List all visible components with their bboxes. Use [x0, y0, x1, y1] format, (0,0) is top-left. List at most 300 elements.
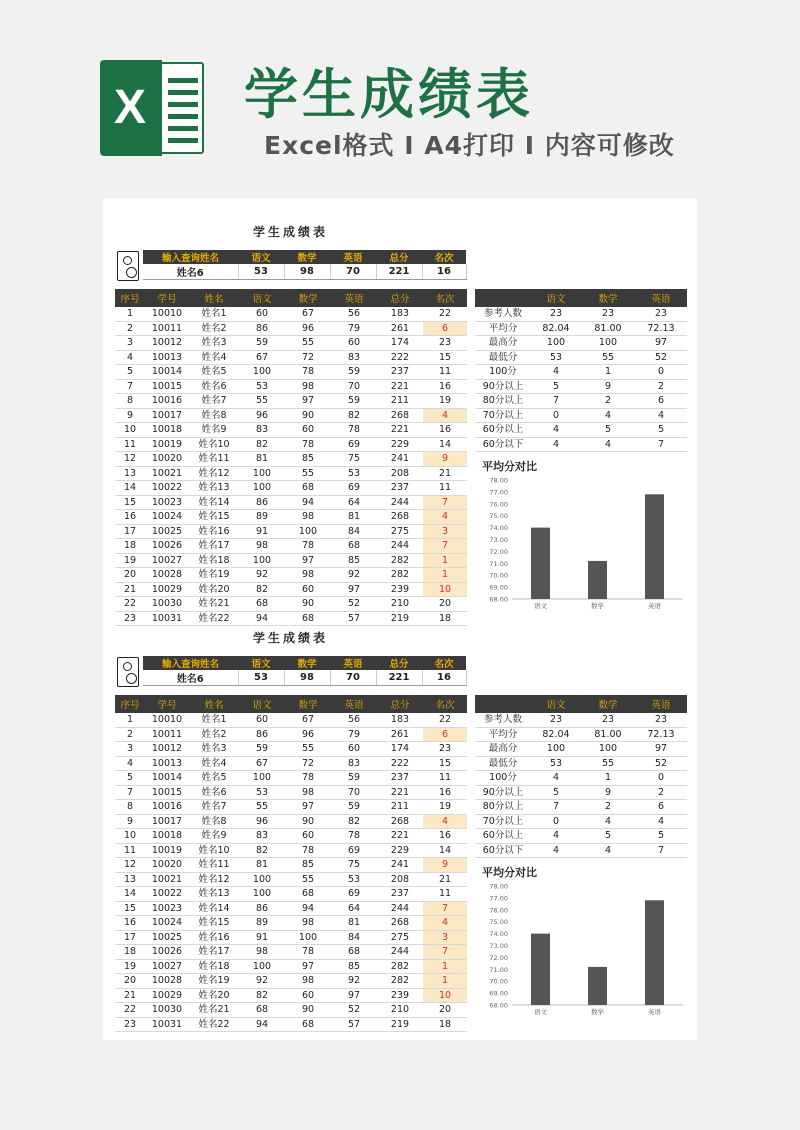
table-cell: 10014: [145, 365, 189, 380]
table-cell: 67: [239, 350, 285, 365]
table-cell: 6: [423, 727, 467, 742]
stats-row: [475, 423, 687, 438]
stats-cell: 60分以上: [475, 829, 531, 844]
stats-cell: 81.00: [581, 321, 635, 336]
stats-cell: 52: [635, 350, 687, 365]
table-cell: 72: [285, 350, 331, 365]
table-cell: 85: [285, 452, 331, 467]
stats-table: [475, 289, 687, 452]
table-cell: 268: [377, 510, 423, 525]
lookup-header: 英语: [330, 250, 376, 264]
stats-cell: 82.04: [531, 727, 581, 742]
stats-cell: 80分以上: [475, 394, 531, 409]
lookup-header: 名次: [422, 250, 466, 264]
table-cell: 83: [239, 829, 285, 844]
lookup-value: 70: [330, 670, 376, 686]
table-cell: 60: [239, 307, 285, 321]
table-cell: 10023: [145, 495, 189, 510]
table-cell: 10029: [145, 582, 189, 597]
table-cell: 姓名17: [189, 945, 239, 960]
table-cell: 2: [115, 727, 145, 742]
stats-header: 数学: [581, 695, 635, 713]
table-row: [115, 321, 467, 336]
x-tick-label: 语文: [534, 1008, 547, 1016]
table-cell: 98: [239, 539, 285, 554]
poster-subtitle: Excel格式 I A4打印 I 内容可修改: [264, 131, 675, 160]
table-cell: 姓名11: [189, 452, 239, 467]
table-cell: 10: [115, 829, 145, 844]
table-row: [115, 423, 467, 438]
table-row: [115, 452, 467, 467]
table-row: [115, 887, 467, 902]
table-cell: 姓名20: [189, 582, 239, 597]
table-cell: 姓名15: [189, 916, 239, 931]
table-cell: 1: [423, 959, 467, 974]
lookup-header: 英语: [330, 656, 376, 670]
stats-cell: 2: [581, 394, 635, 409]
table-cell: 98: [285, 568, 331, 583]
table-cell: 69: [331, 481, 377, 496]
table-cell: 97: [285, 959, 331, 974]
table-cell: 10030: [145, 597, 189, 612]
stats-cell: 4: [531, 365, 581, 380]
table-cell: 60: [285, 988, 331, 1003]
table-cell: 85: [331, 553, 377, 568]
table-cell: 9: [423, 858, 467, 873]
excel-logo-icon: X: [100, 60, 204, 156]
table-cell: 5: [115, 771, 145, 786]
table-cell: 10013: [145, 350, 189, 365]
poster-header: [0, 0, 800, 190]
stats-row: [475, 713, 687, 727]
table-cell: 姓名6: [189, 379, 239, 394]
table-cell: 100: [239, 466, 285, 481]
stats-row: [475, 843, 687, 858]
table-cell: 9: [115, 408, 145, 423]
table-cell: 52: [331, 597, 377, 612]
table-cell: 59: [239, 336, 285, 351]
stats-cell: 100分: [475, 365, 531, 380]
table-cell: 60: [331, 742, 377, 757]
table-cell: 229: [377, 843, 423, 858]
table-row: [115, 307, 467, 321]
stats-cell: 0: [635, 771, 687, 786]
table-cell: 10020: [145, 452, 189, 467]
table-cell: 7: [423, 945, 467, 960]
stats-row: [475, 365, 687, 380]
stats-row: [475, 379, 687, 394]
sheet-title: 学生成绩表: [253, 631, 329, 645]
table-cell: 姓名15: [189, 510, 239, 525]
stats-cell: 81.00: [581, 727, 635, 742]
stats-cell: 70分以上: [475, 814, 531, 829]
bar-1: [531, 528, 550, 599]
table-cell: 174: [377, 742, 423, 757]
table-cell: 94: [285, 495, 331, 510]
table-cell: 6: [423, 321, 467, 336]
table-cell: 姓名5: [189, 365, 239, 380]
stats-cell: 52: [635, 756, 687, 771]
stats-header: 语文: [531, 695, 581, 713]
table-cell: 221: [377, 423, 423, 438]
stats-cell: 23: [635, 713, 687, 727]
table-cell: 275: [377, 930, 423, 945]
column-header: 名次: [423, 695, 467, 713]
table-cell: 姓名14: [189, 901, 239, 916]
stats-cell: 6: [635, 394, 687, 409]
table-cell: 60: [239, 713, 285, 727]
table-cell: 1: [423, 974, 467, 989]
table-cell: 10015: [145, 785, 189, 800]
lookup-header: 输入查询姓名: [143, 250, 238, 264]
table-cell: 姓名12: [189, 872, 239, 887]
table-row: [115, 916, 467, 931]
table-row: [115, 756, 467, 771]
column-header: 数学: [285, 695, 331, 713]
y-tick-label: 72.00: [489, 547, 508, 556]
table-cell: 100: [239, 771, 285, 786]
table-cell: 70: [331, 785, 377, 800]
stats-cell: 90分以上: [475, 379, 531, 394]
table-cell: 282: [377, 568, 423, 583]
table-cell: 姓名16: [189, 524, 239, 539]
table-cell: 68: [285, 1017, 331, 1032]
table-row: [115, 350, 467, 365]
y-tick-label: 75.00: [489, 512, 508, 521]
table-cell: 55: [285, 336, 331, 351]
table-cell: 14: [115, 481, 145, 496]
table-cell: 261: [377, 727, 423, 742]
user-search-icon: [117, 657, 139, 687]
table-cell: 21: [115, 988, 145, 1003]
table-cell: 16: [115, 510, 145, 525]
table-cell: 1: [115, 307, 145, 321]
table-cell: 10031: [145, 1017, 189, 1032]
table-cell: 282: [377, 959, 423, 974]
table-cell: 3: [115, 336, 145, 351]
table-cell: 14: [423, 437, 467, 452]
table-cell: 98: [285, 510, 331, 525]
table-row: [115, 379, 467, 394]
table-cell: 237: [377, 481, 423, 496]
table-row: [115, 959, 467, 974]
table-cell: 10019: [145, 843, 189, 858]
lookup-table: [143, 656, 467, 686]
table-cell: 10025: [145, 524, 189, 539]
table-cell: 96: [239, 408, 285, 423]
table-cell: 55: [239, 800, 285, 815]
table-row: [115, 365, 467, 380]
stats-cell: 5: [531, 785, 581, 800]
average-chart: [478, 458, 688, 616]
table-cell: 57: [331, 611, 377, 626]
table-cell: 89: [239, 916, 285, 931]
table-cell: 229: [377, 437, 423, 452]
x-tick-label: 语文: [534, 602, 547, 610]
x-tick-label: 英语: [648, 1008, 661, 1016]
table-cell: 姓名11: [189, 858, 239, 873]
table-cell: 4: [423, 408, 467, 423]
table-cell: 241: [377, 858, 423, 873]
table-row: [115, 930, 467, 945]
table-cell: 90: [285, 1003, 331, 1018]
bar-1: [531, 934, 550, 1005]
table-cell: 4: [423, 916, 467, 931]
table-cell: 10022: [145, 481, 189, 496]
table-row: [115, 553, 467, 568]
lookup-header: 总分: [376, 250, 422, 264]
stats-row: [475, 814, 687, 829]
table-cell: 183: [377, 307, 423, 321]
lookup-value: 16: [422, 264, 466, 280]
table-cell: 23: [423, 742, 467, 757]
table-cell: 56: [331, 713, 377, 727]
column-header: 姓名: [189, 695, 239, 713]
table-cell: 10026: [145, 945, 189, 960]
table-cell: 10021: [145, 872, 189, 887]
table-cell: 69: [331, 843, 377, 858]
table-cell: 81: [331, 916, 377, 931]
table-cell: 姓名1: [189, 307, 239, 321]
stats-table: [475, 695, 687, 858]
stats-cell: 23: [581, 713, 635, 727]
table-cell: 姓名9: [189, 423, 239, 438]
table-cell: 10024: [145, 510, 189, 525]
table-cell: 72: [285, 756, 331, 771]
table-cell: 64: [331, 901, 377, 916]
table-row: [115, 974, 467, 989]
table-cell: 90: [285, 408, 331, 423]
table-cell: 82: [331, 408, 377, 423]
table-cell: 81: [331, 510, 377, 525]
table-cell: 83: [239, 423, 285, 438]
table-cell: 16: [423, 785, 467, 800]
stats-cell: 72.13: [635, 727, 687, 742]
table-cell: 100: [239, 887, 285, 902]
column-header: 总分: [377, 695, 423, 713]
table-cell: 22: [115, 1003, 145, 1018]
table-cell: 10027: [145, 553, 189, 568]
table-cell: 19: [423, 394, 467, 409]
table-row: [115, 408, 467, 423]
table-cell: 7: [423, 495, 467, 510]
table-cell: 67: [239, 756, 285, 771]
table-cell: 11: [423, 365, 467, 380]
y-tick-label: 70.00: [489, 977, 508, 986]
table-cell: 68: [285, 887, 331, 902]
stats-cell: 23: [531, 713, 581, 727]
table-cell: 10020: [145, 858, 189, 873]
stats-header: [475, 695, 531, 713]
table-cell: 22: [423, 713, 467, 727]
table-cell: 85: [331, 959, 377, 974]
table-cell: 261: [377, 321, 423, 336]
sheet-title: 学生成绩表: [253, 225, 329, 239]
column-header: 数学: [285, 289, 331, 307]
stats-cell: 4: [635, 408, 687, 423]
stats-cell: 9: [581, 785, 635, 800]
table-cell: 241: [377, 452, 423, 467]
table-cell: 姓名13: [189, 481, 239, 496]
lookup-header: 名次: [422, 656, 466, 670]
stats-row: [475, 321, 687, 336]
stats-cell: 最高分: [475, 742, 531, 757]
lookup-value: 221: [376, 670, 422, 686]
lookup-value: 70: [330, 264, 376, 280]
table-cell: 10015: [145, 379, 189, 394]
table-cell: 53: [331, 466, 377, 481]
lookup-value: 姓名6: [143, 670, 238, 686]
table-row: [115, 466, 467, 481]
table-cell: 18: [423, 1017, 467, 1032]
stats-row: [475, 307, 687, 321]
table-cell: 23: [423, 336, 467, 351]
table-cell: 210: [377, 1003, 423, 1018]
table-cell: 78: [285, 771, 331, 786]
table-cell: 15: [423, 350, 467, 365]
column-header: 英语: [331, 695, 377, 713]
table-cell: 20: [115, 974, 145, 989]
table-cell: 10026: [145, 539, 189, 554]
table-cell: 21: [423, 872, 467, 887]
table-row: [115, 568, 467, 583]
table-row: [115, 1017, 467, 1032]
table-cell: 85: [285, 858, 331, 873]
stats-cell: 60分以下: [475, 843, 531, 858]
stats-cell: 90分以上: [475, 785, 531, 800]
table-cell: 82: [239, 843, 285, 858]
lookup-value: 221: [376, 264, 422, 280]
average-chart: [478, 864, 688, 1022]
stats-row: [475, 437, 687, 452]
table-row: [115, 582, 467, 597]
lookup-header: 数学: [284, 656, 330, 670]
table-row: [115, 814, 467, 829]
table-cell: 10017: [145, 814, 189, 829]
table-cell: 275: [377, 524, 423, 539]
table-cell: 10012: [145, 742, 189, 757]
table-cell: 姓名19: [189, 568, 239, 583]
table-cell: 10011: [145, 727, 189, 742]
stats-row: [475, 756, 687, 771]
table-cell: 211: [377, 394, 423, 409]
table-row: [115, 785, 467, 800]
table-row: [115, 336, 467, 351]
table-cell: 78: [285, 365, 331, 380]
table-cell: 100: [239, 481, 285, 496]
table-cell: 83: [331, 350, 377, 365]
table-cell: 100: [239, 365, 285, 380]
table-cell: 60: [285, 582, 331, 597]
stats-row: [475, 829, 687, 844]
table-cell: 90: [285, 597, 331, 612]
stats-header: 英语: [635, 289, 687, 307]
bar-3: [645, 900, 664, 1005]
table-cell: 7: [115, 379, 145, 394]
table-cell: 姓名17: [189, 539, 239, 554]
table-cell: 78: [331, 423, 377, 438]
y-tick-label: 77.00: [489, 894, 508, 903]
table-cell: 237: [377, 365, 423, 380]
table-cell: 10: [115, 423, 145, 438]
stats-header: 英语: [635, 695, 687, 713]
table-cell: 15: [423, 756, 467, 771]
table-cell: 82: [331, 814, 377, 829]
stats-cell: 4: [531, 771, 581, 786]
table-cell: 282: [377, 974, 423, 989]
table-row: [115, 510, 467, 525]
column-header: 序号: [115, 695, 145, 713]
table-cell: 97: [331, 582, 377, 597]
stats-cell: 0: [531, 814, 581, 829]
table-row: [115, 901, 467, 916]
table-cell: 10017: [145, 408, 189, 423]
table-cell: 10031: [145, 611, 189, 626]
table-cell: 83: [331, 756, 377, 771]
y-tick-label: 68.00: [489, 1001, 508, 1010]
table-cell: 174: [377, 336, 423, 351]
table-cell: 4: [423, 814, 467, 829]
table-cell: 21: [115, 582, 145, 597]
table-cell: 94: [239, 611, 285, 626]
lookup-value: 姓名6: [143, 264, 238, 280]
table-cell: 13: [115, 872, 145, 887]
table-cell: 268: [377, 408, 423, 423]
table-row: [115, 539, 467, 554]
table-cell: 姓名20: [189, 988, 239, 1003]
table-cell: 姓名13: [189, 887, 239, 902]
table-cell: 219: [377, 1017, 423, 1032]
stats-row: [475, 771, 687, 786]
table-cell: 姓名7: [189, 394, 239, 409]
table-cell: 59: [331, 800, 377, 815]
table-cell: 3: [423, 930, 467, 945]
y-tick-label: 74.00: [489, 524, 508, 533]
table-cell: 2: [115, 321, 145, 336]
table-cell: 3: [115, 742, 145, 757]
table-cell: 56: [331, 307, 377, 321]
table-cell: 姓名1: [189, 713, 239, 727]
table-cell: 84: [331, 524, 377, 539]
stats-cell: 100: [531, 742, 581, 757]
table-cell: 57: [331, 1017, 377, 1032]
table-cell: 59: [331, 365, 377, 380]
table-cell: 78: [285, 539, 331, 554]
table-cell: 18: [115, 945, 145, 960]
table-cell: 221: [377, 785, 423, 800]
table-row: [115, 800, 467, 815]
stats-cell: 100: [581, 336, 635, 351]
column-header: 英语: [331, 289, 377, 307]
table-cell: 4: [115, 350, 145, 365]
stats-cell: 7: [531, 800, 581, 815]
lookup-value: 98: [284, 264, 330, 280]
table-cell: 81: [239, 452, 285, 467]
stats-cell: 平均分: [475, 727, 531, 742]
column-header: 语文: [239, 289, 285, 307]
table-cell: 10016: [145, 800, 189, 815]
table-cell: 5: [115, 365, 145, 380]
stats-cell: 100: [581, 742, 635, 757]
table-cell: 86: [239, 901, 285, 916]
table-cell: 姓名19: [189, 974, 239, 989]
table-cell: 23: [115, 1017, 145, 1032]
table-cell: 96: [239, 814, 285, 829]
table-cell: 14: [423, 843, 467, 858]
table-row: [115, 771, 467, 786]
poster-title: 学生成绩表: [244, 63, 534, 126]
table-cell: 60: [285, 423, 331, 438]
